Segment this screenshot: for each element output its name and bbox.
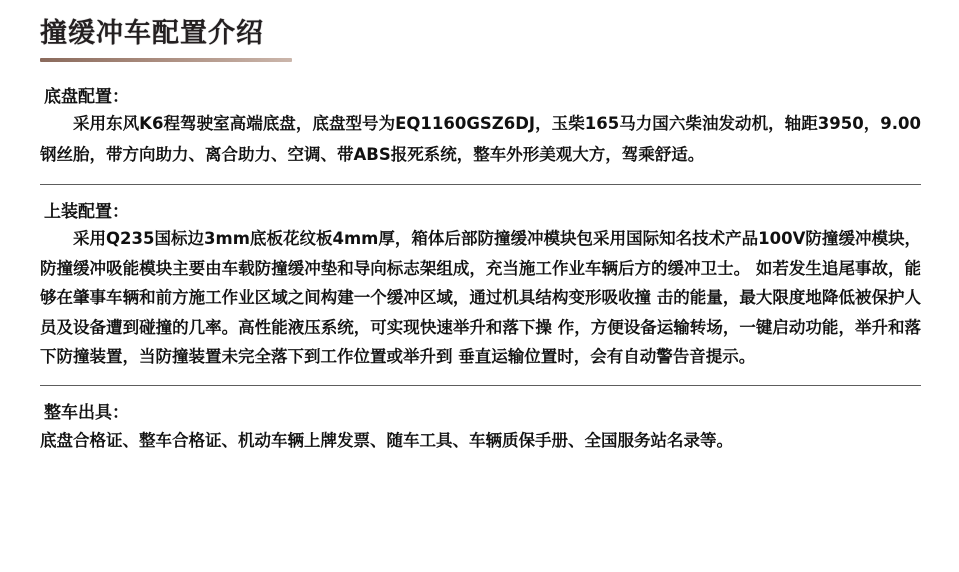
section-heading-chassis: 底盘配置：	[44, 87, 129, 108]
page-title: 撞缓冲车配置介绍	[40, 18, 264, 49]
section-body-body-equipment: 采用Q235国标边3mm底板花纹板4mm厚，箱体后部防撞缓冲模块包采用国际知名技术产品100V防撞缓冲模块，防撞缓冲吸能模块主要由车载防撞缓冲垫和导向标志架组成，充当施工作业车辆后方的缓冲卫士。 如若发生追尾事故，能够在肇事车辆和前方施工作业区域之间构建一个缓冲区域，通过机具结构变形吸收撞 击的能量，最大限度地降低被保护人员及设备遭到碰撞的几率。高性能液压系统，可实现快速举升和落下操 作，方便设备运输转场，一键启动功能，举升和落下防撞装置，当防撞装置未完全落下到工作位置或举升到 垂直运输位置时，会有自动警告音提示。	[40, 229, 921, 366]
section-heading-body-equipment: 上装配置：	[44, 202, 129, 223]
divider-bottom	[40, 385, 921, 386]
divider-top	[40, 184, 921, 185]
section-body-delivery: 底盘合格证、整车合格证、机动车辆上牌发票、随车工具、车辆质保手册、全国服务站名录等。	[40, 431, 733, 451]
section-heading-delivery: 整车出具：	[44, 403, 129, 424]
section-body-equipment	[0, 197, 959, 371]
section-chassis	[0, 82, 959, 170]
section-body-chassis: 采用东风K6程驾驶室高端底盘，底盘型号为EQ1160GSZ6DJ，玉柴165马力国六柴油发动机，轴距3950，9.00钢丝胎，带方向助力、离合助力、空调、带ABS报死系统，整车外形美观大方，驾乘舒适。	[40, 114, 921, 164]
section-delivery	[0, 398, 959, 455]
title-underline-rule	[40, 58, 292, 62]
document-title-block	[0, 0, 959, 50]
